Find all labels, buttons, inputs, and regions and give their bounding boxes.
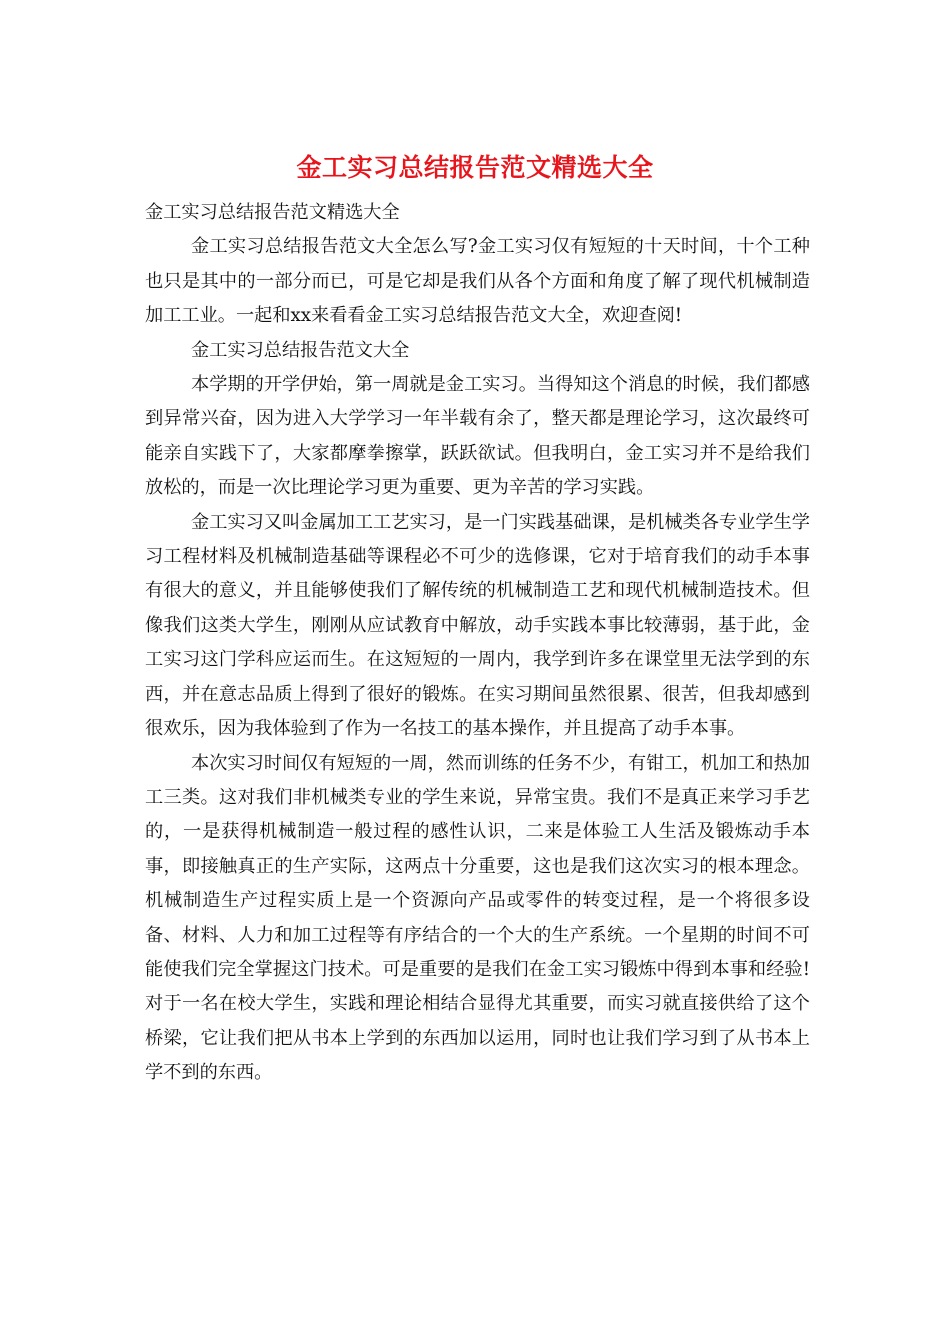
paragraph-1: 本学期的开学伊始，第一周就是金工实习。当得知这个消息的时候，我们都感到异常兴奋，因为进入大学学习一年半载有余了，整天都是理论学习，这次最终可能亲自实践下了，大家都摩拳擦掌，跃跃欲试。但我明白，金工实习并不是给我们放松的，而是一次比理论学习更为重要、更为辛苦的学习实践。 (145, 374, 810, 499)
document-subtitle: 金工实习总结报告范文精选大全 (145, 202, 400, 223)
paragraph-heading: 金工实习总结报告范文大全 (191, 339, 410, 361)
paragraph-3: 本次实习时间仅有短短的一周，然而训练的任务不少，有钳工，机加工和热加工三类。这对我们非机械类专业的学生来说，异常宝贵。我们不是真正来学习手艺的，一是获得机械制造一般过程的感性认识，二来是体验工人生活及锻炼动手本事，即接触真正的生产实际，这两点十分重要，这也是我们这次实习的根本理念。机械制造生产过程实质上是一个资源向产品或零件的转变过程，是一个将很多设备、材料、人力和加工过程等有序结合的一个大的生产系统。一个星期的时间不可能使我们完全掌握这门技术。可是重要的是我们在金工实习锻炼中得到本事和经验!对于一名在校大学生，实践和理论相结合显得尤其重要，而实习就直接供给了这个桥梁，它让我们把从书本上学到的东西加以运用，同时也让我们学习到了从书本上学不到的东西。 (145, 752, 810, 1084)
paragraph-intro: 金工实习总结报告范文大全怎么写?金工实习仅有短短的十天时间，十个工种也只是其中的一部分而已，可是它却是我们从各个方面和角度了解了现代机械制造加工工业。一起和xx来看看金工实习总结报告范文大全，欢迎查阅! (145, 236, 810, 327)
document-title: 金工实习总结报告范文精选大全 (296, 153, 654, 182)
paragraph-2: 金工实习又叫金属加工工艺实习，是一门实践基础课，是机械类各专业学生学习工程材料及机械制造基础等课程必不可少的选修课，它对于培育我们的动手本事有很大的意义，并且能够使我们了解传统的机械制造工艺和现代机械制造技术。但像我们这类大学生，刚刚从应试教育中解放，动手实践本事比较薄弱，基于此，金工实习这门学科应运而生。在这短短的一周内，我学到许多在课堂里无法学到的东西，并在意志品质上得到了很好的锻炼。在实习期间虽然很累、很苦，但我却感到很欢乐，因为我体验到了作为一名技工的基本操作，并且提高了动手本事。 (145, 511, 810, 740)
document-body (145, 196, 810, 1091)
